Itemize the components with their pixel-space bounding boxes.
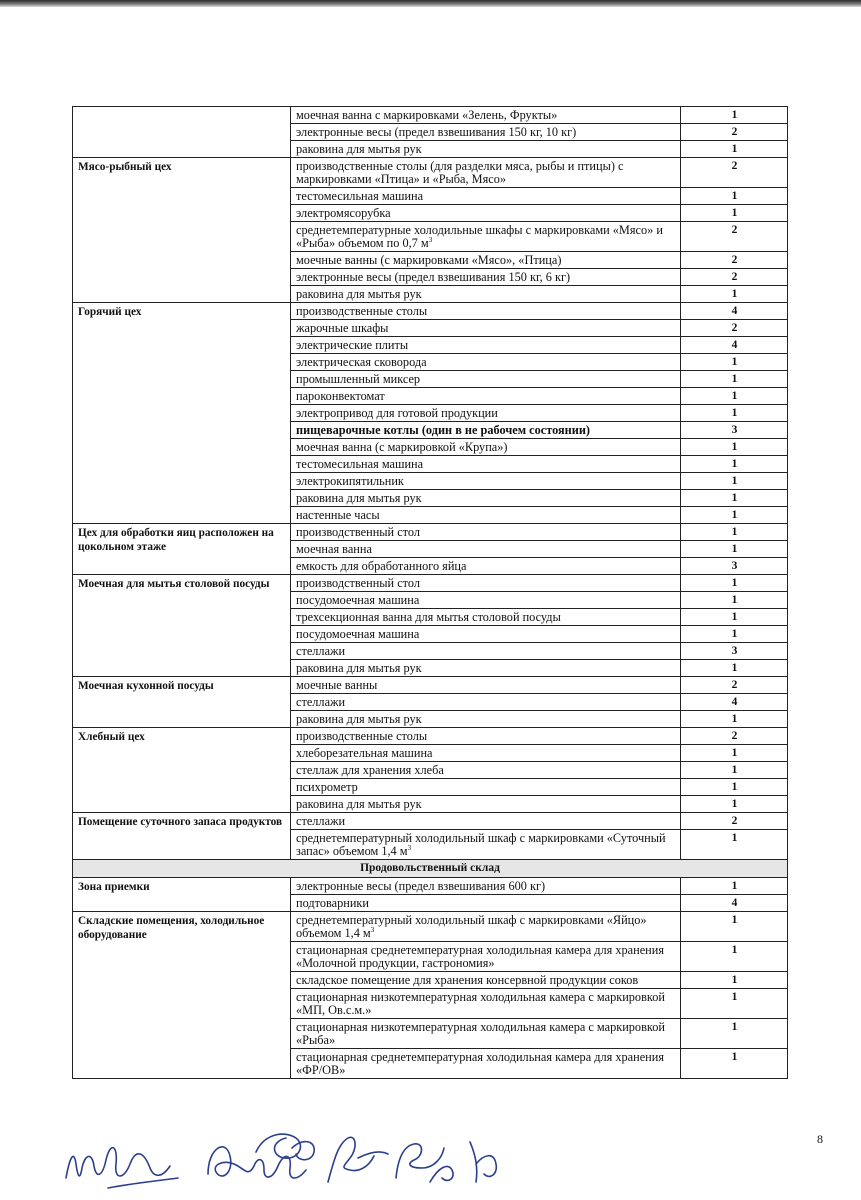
quantity-cell: 1 [681,354,788,371]
equipment-name: стационарная низкотемпературная холодильная камера с маркировкой «МП, Ов.с.м.» [296,990,665,1017]
equipment-name-cell [291,1019,681,1049]
quantity-cell: 1 [681,830,788,860]
equipment-name: производственный стол [296,525,420,539]
equipment-name: моечная ванна с маркировками «Зелень, Фрукты» [296,108,558,122]
equipment-name: тестомесильная машина [296,189,424,203]
quantity-cell: 1 [681,524,788,541]
equipment-name-cell [291,912,681,942]
equipment-name: электронные весы (предел взвешивания 150 кг, 6 кг) [296,270,571,284]
equipment-name: пароконвектомат [296,389,385,403]
equipment-name-cell [291,188,681,205]
equipment-name-cell [291,711,681,728]
equipment-name: моечная ванна [296,542,372,556]
equipment-name-cell [291,252,681,269]
equipment-name-cell [291,643,681,660]
equipment-name: моечные ванны (с маркировками «Мясо», «Птица) [296,253,562,267]
quantity-cell: 1 [681,972,788,989]
quantity-cell: 1 [681,541,788,558]
equipment-name-cell [291,942,681,972]
equipment-name: складское помещение для хранения консервной продукции соков [296,973,639,987]
quantity-cell: 2 [681,677,788,694]
equipment-name-cell [291,575,681,592]
room-name-cell: Хлебный цех [73,728,291,813]
quantity-cell: 1 [681,942,788,972]
table-row [73,303,788,320]
equipment-name: моечные ванны [296,678,378,692]
equipment-name: раковина для мытья рук [296,712,422,726]
equipment-name-cell [291,303,681,320]
equipment-name-cell [291,660,681,677]
quantity-cell: 4 [681,337,788,354]
quantity-cell: 4 [681,303,788,320]
section-title: Продовольственный склад [73,860,788,878]
equipment-name: электропривод для готовой продукции [296,406,498,420]
quantity-cell: 2 [681,320,788,337]
equipment-name-cell [291,141,681,158]
quantity-cell: 1 [681,592,788,609]
quantity-cell: 2 [681,252,788,269]
equipment-name-cell [291,269,681,286]
equipment-name: психрометр [296,780,358,794]
equipment-name: раковина для мытья рук [296,287,422,301]
equipment-name-cell [291,473,681,490]
equipment-name: раковина для мытья рук [296,661,422,675]
quantity-cell: 1 [681,745,788,762]
quantity-cell: 1 [681,626,788,643]
room-name-cell [73,107,291,158]
equipment-name-cell [291,456,681,473]
section-header-row [73,860,788,878]
room-name-cell: Горячий цех [73,303,291,524]
room-name-cell: Моечная для мытья столовой посуды [73,575,291,677]
equipment-name: стеллажи [296,814,346,828]
equipment-name-cell [291,694,681,711]
quantity-cell: 1 [681,107,788,124]
equipment-name-cell [291,371,681,388]
quantity-cell: 3 [681,558,788,575]
quantity-cell: 1 [681,439,788,456]
equipment-name-cell [291,124,681,141]
equipment-name-cell [291,107,681,124]
equipment-name-cell [291,813,681,830]
scan-top-edge [0,0,861,7]
quantity-cell: 1 [681,205,788,222]
quantity-cell: 1 [681,575,788,592]
room-name-cell: Складские помещения, холодильное оборудование [73,912,291,1079]
equipment-name-cell [291,507,681,524]
equipment-name-cell [291,405,681,422]
equipment-name: посудомоечная машина [296,627,420,641]
page-number: 8 [817,1132,823,1146]
equipment-name-cell [291,609,681,626]
equipment-name-cell [291,354,681,371]
equipment-name: стационарная низкотемпературная холодильная камера с маркировкой «Рыба» [296,1020,665,1047]
quantity-cell: 1 [681,660,788,677]
equipment-name: раковина для мытья рук [296,142,422,156]
quantity-cell: 1 [681,405,788,422]
equipment-name: стационарная среднетемпературная холодильная камера для хранения «ФР/ОВ» [296,1050,664,1077]
quantity-cell: 1 [681,507,788,524]
equipment-name-cell [291,762,681,779]
table-row [73,912,788,942]
room-name-cell: Помещение суточного запаса продуктов [73,813,291,860]
room-name-cell: Моечная кухонной посуды [73,677,291,728]
quantity-cell: 1 [681,711,788,728]
quantity-cell: 1 [681,188,788,205]
equipment-name-cell [291,745,681,762]
quantity-cell: 2 [681,222,788,252]
equipment-name-cell [291,320,681,337]
quantity-cell: 1 [681,878,788,895]
equipment-name: производственные столы (для разделки мяса, рыбы и птицы) с маркировками «Птица» и «Рыба, Мясо» [296,159,624,186]
quantity-cell: 3 [681,643,788,660]
table-row [73,878,788,895]
equipment-name-cell [291,626,681,643]
equipment-name: пищеварочные котлы (один в не рабочем состоянии) [296,423,591,437]
equipment-name-cell [291,878,681,895]
equipment-name-cell [291,1049,681,1079]
quantity-cell: 1 [681,456,788,473]
unit-superscript: 3 [407,843,412,852]
equipment-name: электрокипятильник [296,474,404,488]
equipment-name-cell [291,490,681,507]
equipment-name: подтоварники [296,896,369,910]
equipment-name: электрические плиты [296,338,409,352]
table-row [73,728,788,745]
equipment-name-cell [291,989,681,1019]
table-row [73,813,788,830]
equipment-name-cell [291,677,681,694]
quantity-cell: 3 [681,422,788,439]
table-row [73,575,788,592]
quantity-cell: 1 [681,1049,788,1079]
equipment-name-cell [291,158,681,188]
table-row [73,158,788,188]
equipment-name-cell [291,592,681,609]
equipment-name: настенные часы [296,508,380,522]
quantity-cell: 2 [681,269,788,286]
equipment-name: стеллажи [296,644,346,658]
equipment-name-cell [291,422,681,439]
equipment-name: электронные весы (предел взвешивания 150 кг, 10 кг) [296,125,577,139]
unit-superscript: 3 [370,925,375,934]
equipment-name-cell [291,541,681,558]
equipment-name: промышленный миксер [296,372,421,386]
equipment-name-cell [291,439,681,456]
equipment-name: стеллажи [296,695,346,709]
equipment-name-cell [291,895,681,912]
equipment-name: производственный стол [296,576,420,590]
equipment-name-cell [291,728,681,745]
equipment-table-body [73,107,788,1079]
quantity-cell: 4 [681,694,788,711]
quantity-cell: 1 [681,762,788,779]
room-name-cell: Цех для обработки яиц расположен на цокольном этаже [73,524,291,575]
equipment-name: жарочные шкафы [296,321,389,335]
quantity-cell: 1 [681,473,788,490]
equipment-name: электромясорубка [296,206,391,220]
equipment-name: производственные столы [296,729,428,743]
quantity-cell: 1 [681,912,788,942]
equipment-name-cell [291,830,681,860]
room-name-cell: Зона приемки [73,878,291,912]
equipment-name: электронные весы (предел взвешивания 600 кг) [296,879,546,893]
quantity-cell: 1 [681,490,788,507]
quantity-cell: 1 [681,609,788,626]
quantity-cell: 2 [681,728,788,745]
equipment-name-cell [291,972,681,989]
quantity-cell: 1 [681,388,788,405]
equipment-name: раковина для мытья рук [296,491,422,505]
equipment-name-cell [291,779,681,796]
equipment-name-cell [291,796,681,813]
signatures-image [58,1108,578,1200]
quantity-cell: 2 [681,158,788,188]
quantity-cell: 4 [681,895,788,912]
equipment-name-cell [291,222,681,252]
quantity-cell: 2 [681,813,788,830]
table-row [73,107,788,124]
equipment-name-cell [291,337,681,354]
table-row [73,677,788,694]
room-name-cell: Мясо-рыбный цех [73,158,291,303]
equipment-name: посудомоечная машина [296,593,420,607]
equipment-name: электрическая сковорода [296,355,427,369]
equipment-name: раковина для мытья рук [296,797,422,811]
equipment-name: стационарная среднетемпературная холодильная камера для хранения «Молочной продукции, гастрономия» [296,943,664,970]
equipment-name-cell [291,388,681,405]
equipment-table [72,106,788,1079]
quantity-cell: 1 [681,371,788,388]
unit-superscript: 3 [428,235,433,244]
equipment-name: хлеборезательная машина [296,746,433,760]
equipment-name-cell [291,558,681,575]
equipment-name-cell [291,286,681,303]
equipment-name: моечная ванна (с маркировкой «Крупа») [296,440,508,454]
equipment-name: среднетемпературный холодильный шкаф с маркировками «Суточный запас» объемом 1,4 м [296,831,666,858]
quantity-cell: 2 [681,124,788,141]
quantity-cell: 1 [681,989,788,1019]
quantity-cell: 1 [681,779,788,796]
equipment-name: емкость для обработанного яйца [296,559,467,573]
equipment-name: стеллаж для хранения хлеба [296,763,444,777]
table-row [73,524,788,541]
equipment-name: трехсекционная ванна для мытья столовой посуды [296,610,561,624]
equipment-name: производственные столы [296,304,428,318]
quantity-cell: 1 [681,1019,788,1049]
equipment-name: тестомесильная машина [296,457,424,471]
quantity-cell: 1 [681,796,788,813]
equipment-name: среднетемпературные холодильные шкафы с маркировками «Мясо» и «Рыба» объемом по 0,7 м [296,223,663,250]
equipment-name-cell [291,524,681,541]
equipment-name: среднетемпературный холодильный шкаф с маркировками «Яйцо» объемом 1,4 м [296,913,647,940]
quantity-cell: 1 [681,141,788,158]
equipment-name-cell [291,205,681,222]
quantity-cell: 1 [681,286,788,303]
